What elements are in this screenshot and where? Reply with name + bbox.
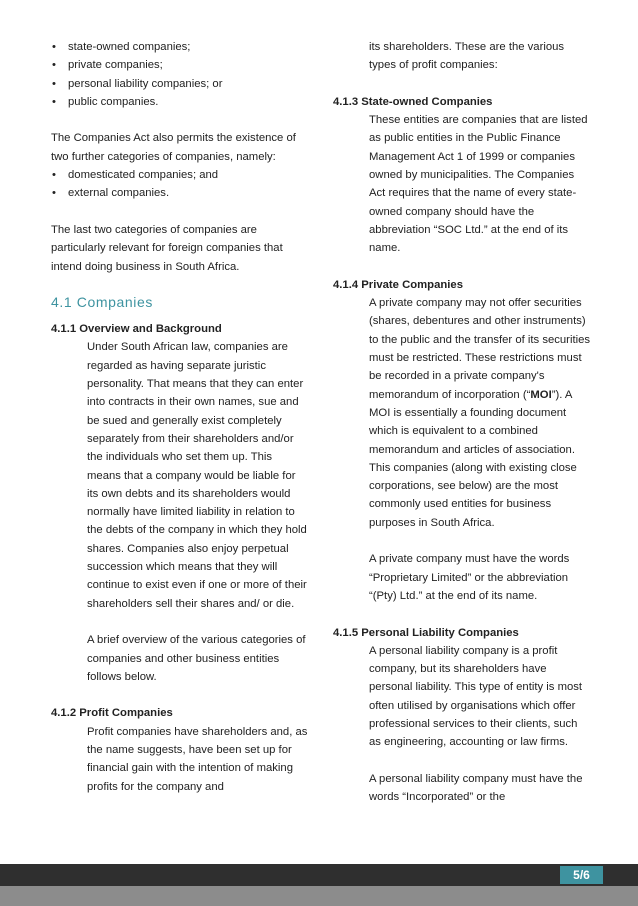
subsection-title: 4.1.3 State-owned Companies <box>333 95 493 108</box>
page-number-badge: 5/6 <box>560 866 603 884</box>
paragraph: A brief overview of the various categories of companies and other business entities follows below. <box>87 634 306 683</box>
paragraph: Profit companies have shareholders and, as the name suggests, have been set up for financial gain with the intention of making profits for the company and <box>87 725 308 793</box>
paragraph: its shareholders. These are the various types of profit companies: <box>369 41 565 72</box>
paragraph: A personal liability company must have the words “Incorporated” or the <box>369 772 583 804</box>
subsection-title: 4.1.4 Private Companies <box>333 278 463 291</box>
subsection-title: 4.1.2 Profit Companies <box>51 707 173 720</box>
text-run: ”). A MOI is essentially a founding document which is equivalent to a combined memorandum and articles of association. This companies (along with existing close corporations, see below) are the most commonly used entities for business purposes in South Africa. <box>369 388 577 529</box>
right-column <box>333 38 591 806</box>
left-column <box>51 38 309 796</box>
paragraph: These entities are companies that are listed as public entities in the Public Finance Management Act 1 of 1999 or companies owned by municipalities. The Companies Act requires that the name of every state-owned company should have the abbreviation “SOC Ltd.” at the end of its name. <box>369 114 588 255</box>
further-categories-list <box>51 166 309 203</box>
paragraph: A private company must have the words “Proprietary Limited” or the abbreviation “(Pty) Ltd.” at the end of its name. <box>369 553 570 602</box>
footer-strip <box>0 886 638 906</box>
footer-bar <box>0 864 638 886</box>
list-item: • public companies. <box>51 93 309 111</box>
list-item: • private companies; <box>51 56 309 74</box>
list-item: • state-owned companies; <box>51 38 309 56</box>
company-types-list <box>51 38 309 111</box>
paragraph: A personal liability company is a profit company, but its shareholders have personal liability. This type of entity is most often utilised by organisations which offer professional services to their clients, such as engineering, accounting or law firms. <box>369 644 583 749</box>
list-item: • external companies. <box>51 184 309 202</box>
paragraph: Under South African law, companies are regarded as having separate juristic personality. That means that they can enter into contracts in their own names, sue and be sued and generally exist completely separately from their shareholders and/or the individuals who set them up. This means that a company would be liable for its own debts and its shareholders would normally have limited liability in relation to the debts of the company in which they hold shares. Companies also enjoy perpetual succession which means that they will continue to exist even if one or more of their shareholders sell their shares and/ or die. <box>87 341 307 610</box>
moi-abbreviation: MOI <box>530 388 552 401</box>
subsection-title: 4.1.1 Overview and Background <box>51 323 222 336</box>
list-item: • personal liability companies; or <box>51 75 309 93</box>
paragraph: The last two categories of companies are particularly relevant for foreign companies that intend doing business in South Africa. <box>51 223 283 273</box>
paragraph <box>333 294 591 532</box>
subsection-title: 4.1.5 Personal Liability Companies <box>333 626 519 639</box>
paragraph: The Companies Act also permits the existence of two further categories of companies, namely: <box>51 132 296 163</box>
section-heading: 4.1 Companies <box>51 293 153 310</box>
text-run: A private company may not offer securities (shares, debentures and other instruments) to the public and the transfer of its securities must be restricted. These restrictions must be recorded in a private company's memorandum of incorporation (“ <box>369 297 591 401</box>
list-item: • domesticated companies; and <box>51 166 309 184</box>
